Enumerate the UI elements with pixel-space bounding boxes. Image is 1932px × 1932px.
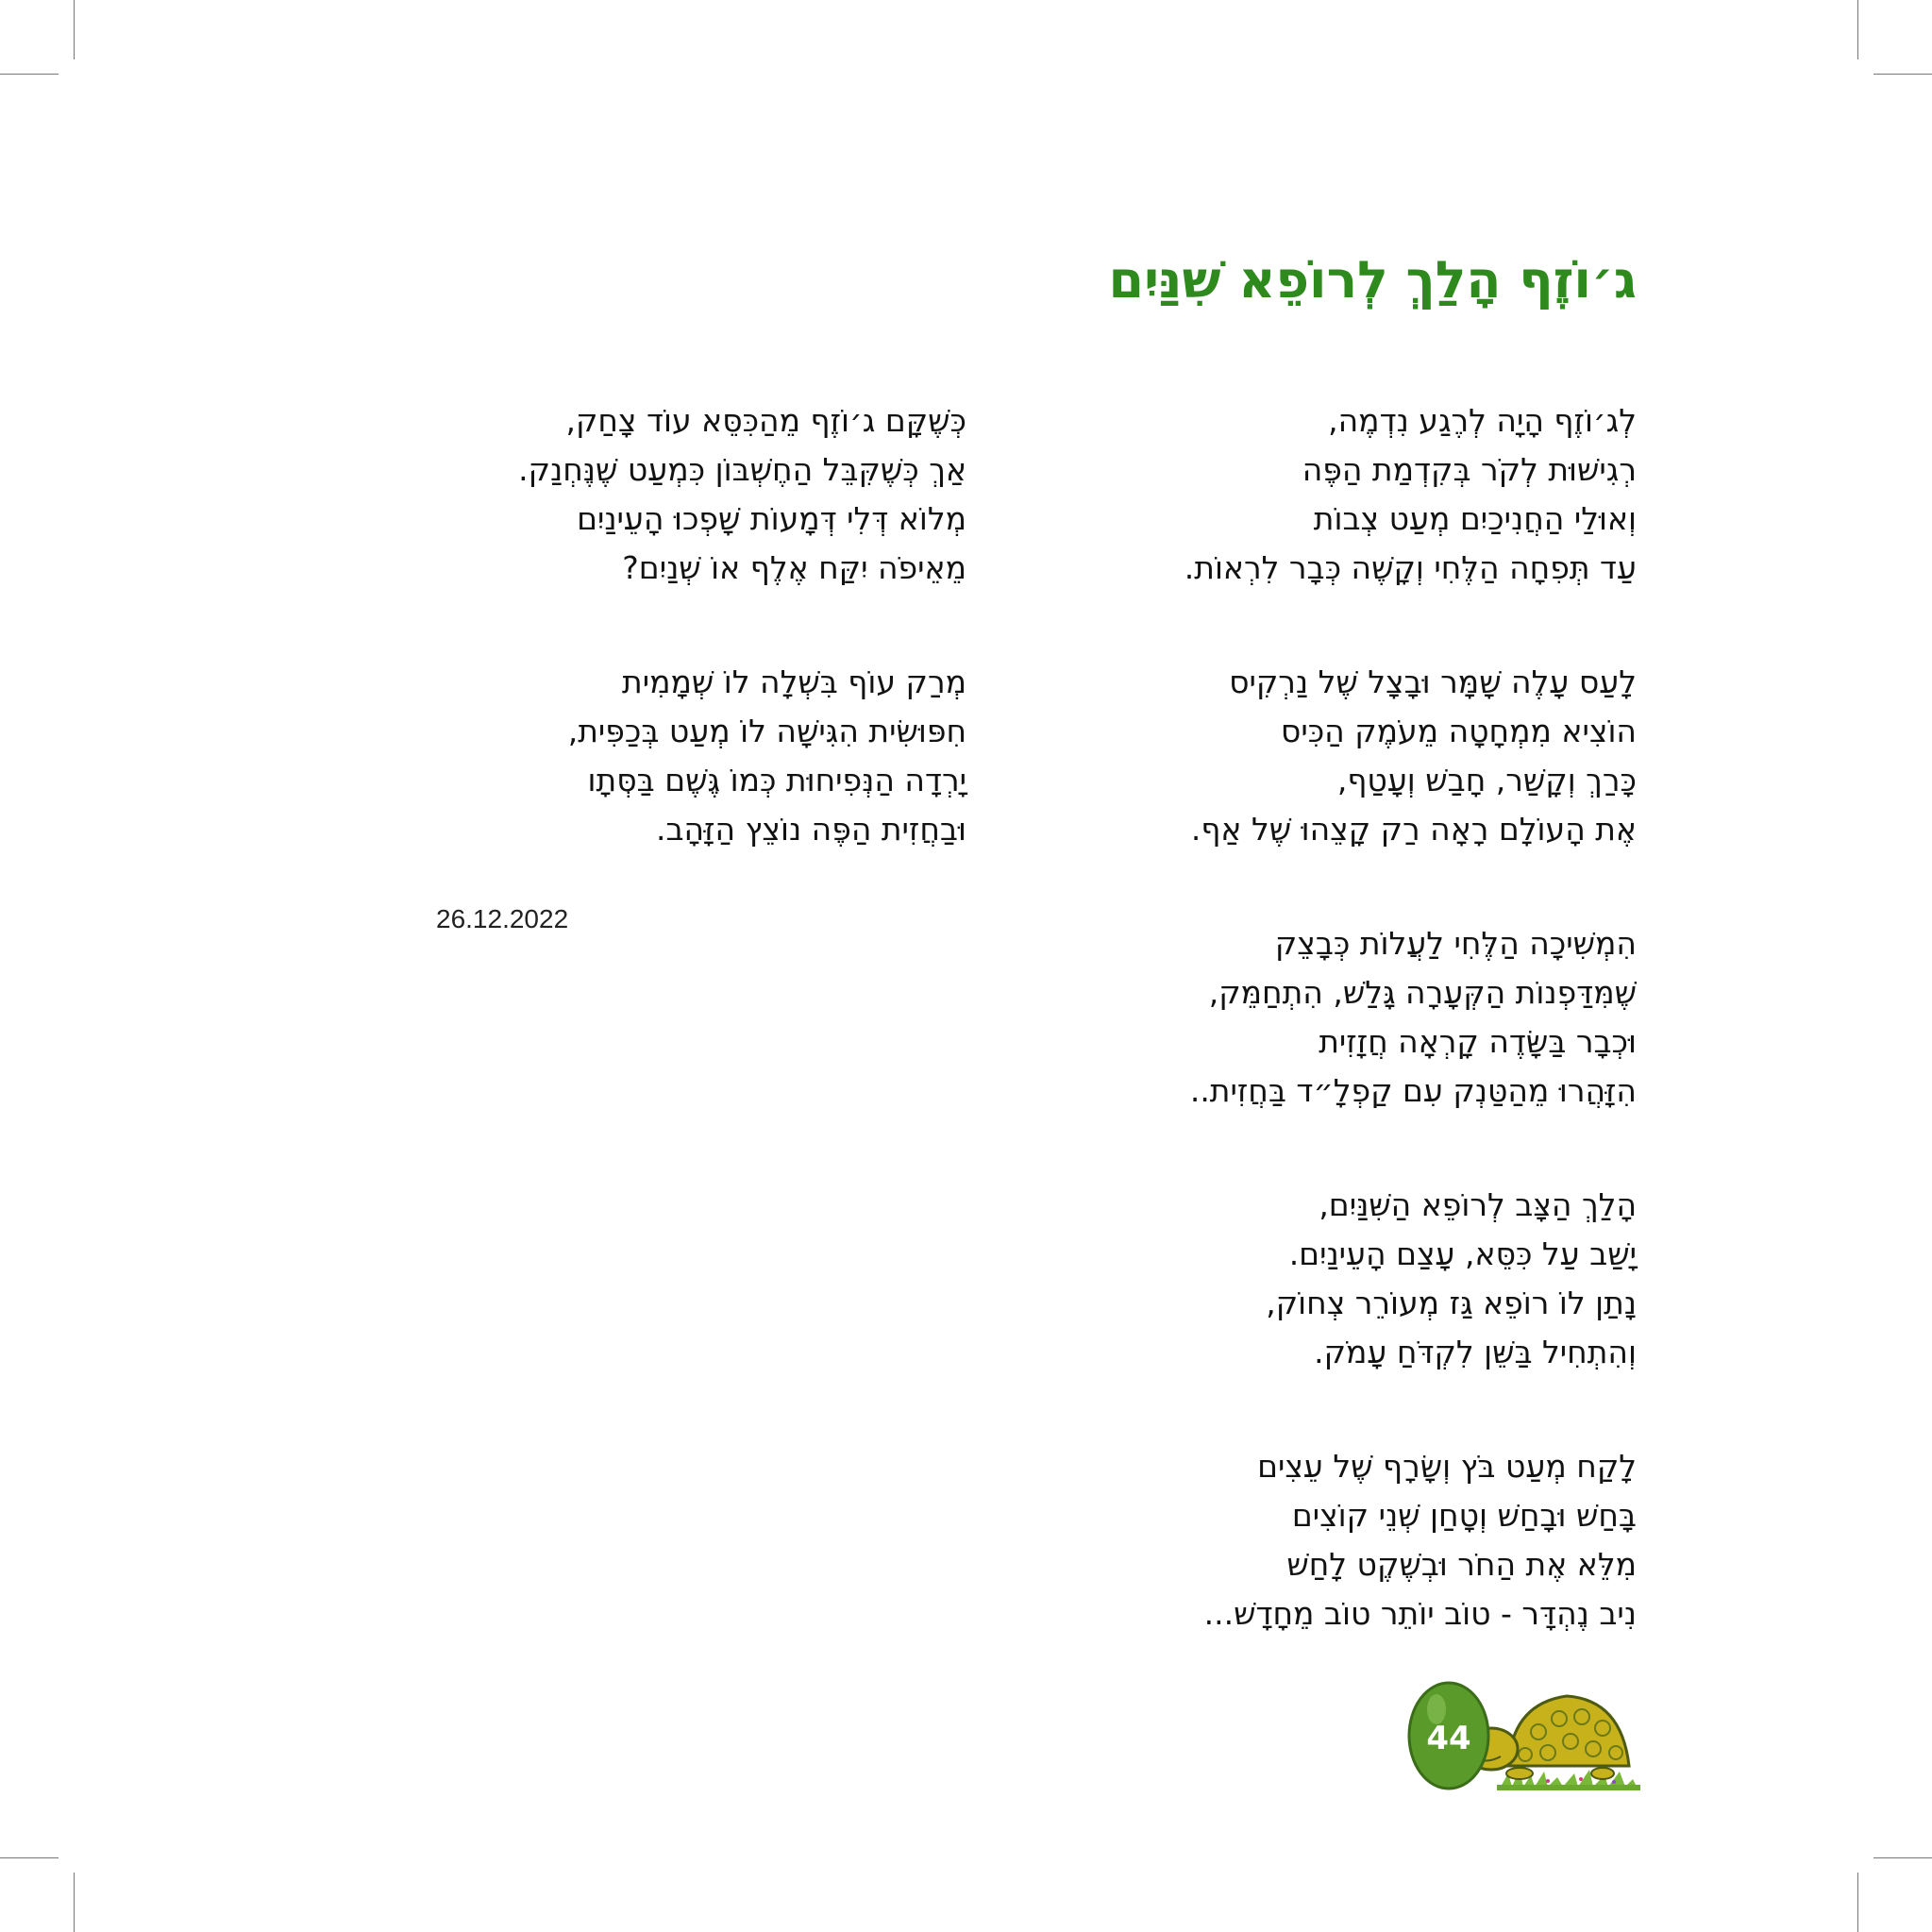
stanza (1108, 1181, 1637, 1377)
page-number: 44 (1426, 1720, 1471, 1757)
poem-column-left (438, 396, 966, 919)
poem-line: הוֹצִיא מִמְחָטָה מֵעֹמֶק הַכִּיס (1280, 713, 1637, 749)
poem-line: הִמְשִׁיכָה הַלֶּחִי לַעֲלוֹת כְּבָצֵק (1274, 925, 1637, 962)
crop-mark (1873, 74, 1932, 75)
poem-line: מְרַק עוֹף בִּשְׁלָה לוֹ שְׁמָמִית (622, 664, 966, 700)
stanza (1108, 1442, 1637, 1638)
stanza (438, 396, 966, 593)
crop-mark (1857, 1873, 1858, 1932)
poem-line: בָּחַשׁ וּבָחַשׁ וְטָחַן שְׁנֵי קוֹצִים (1291, 1497, 1637, 1534)
poem-line: רְגִישׁוּת לְקֹר בְּקִדְמַת הַפֶּה (1302, 451, 1637, 488)
poem-line: לָעַס עָלֶה שָׁמָּר וּבָצָל שֶׁל נַרְקִיס (1229, 664, 1637, 700)
poem-line: הָלַךְ הַצָּב לְרוֹפֵא הַשִּׁנַּיִם, (1319, 1186, 1637, 1223)
poem-line: אֶת הָעוֹלָם רָאָה רַק קָצֵהוּ שֶׁל אַף. (1190, 811, 1637, 848)
poem-line: מְלוֹא דְּלִי דְּמָעוֹת שָׁפְכוּ הָעֵינַיִם (577, 500, 966, 537)
poem-title: ג׳וֹזֶף הָלַךְ לְרוֹפֵא שִׁנַּיִם (1108, 250, 1637, 310)
crop-mark (1873, 1857, 1932, 1858)
stanza (1108, 919, 1637, 1116)
poem-line: וְאוּלַי הַחֲנִיכַיִם מְעַט צְבוֹת (1313, 500, 1637, 537)
crop-mark (0, 74, 59, 75)
poem-column-right (1108, 396, 1637, 1704)
poem-line: נָתַן לוֹ רוֹפֵא גַּז מְעוֹרֵר צְחוֹק, (1266, 1285, 1637, 1321)
stanza (1108, 396, 1637, 593)
poem-line: לְג׳וֹזֶף הָיָה לְרֶגַע נִדְמֶה, (1328, 402, 1637, 439)
crop-mark (0, 1857, 59, 1858)
poem-line: לָקַח מְעַט בֹּץ וְשָׂרָף שֶׁל עֵצִים (1257, 1448, 1637, 1485)
crop-mark (1857, 0, 1858, 59)
date-stamp: 26.12.2022 (436, 904, 569, 933)
poem-line: יָרְדָה הַנְּפִיחוּת כְּמוֹ גֶּשֶׁם בַּסְּתָו (587, 762, 966, 798)
poem-line: מֵאֵיפֹה יִקַּח אֶלֶף אוֹ שְׁנַיִם? (622, 549, 966, 586)
poem-line: וּכְבָר בַּשָּׂדֶה קָרְאָה חֲזָזִית (1319, 1023, 1637, 1060)
poem-line: חִפּוּשִׂית הִגִּישָׁה לוֹ מְעַט בְּכַפִּית, (567, 713, 966, 749)
poem-line: מִלֵּא אֶת הַחֹר וּבְשֶׁקֶט לָחַשׁ (1286, 1546, 1637, 1583)
crop-mark (74, 0, 75, 59)
poem-line: נִיב נֶהְדָּר - טוֹב יוֹתֵר טוֹב מֵחָדָשׁ... (1203, 1595, 1637, 1632)
poem-line: שֶׁמִּדַּפְנוֹת הַקְּעָרָה גָּלַשׁ, הִתְחַמֵּק, (1208, 974, 1637, 1011)
stanza (438, 658, 966, 854)
stanza (1108, 658, 1637, 854)
poem-line: אַךְ כְּשֶׁקִּבֵּל הַחֶשְׁבּוֹן כִּמְעַט שֶׁנֶּחְנַק. (518, 451, 966, 488)
poem-line: כָּרַךְ וְקָשַׁר, חָבַשׁ וְעָטַף, (1336, 762, 1637, 798)
poem-line: הִזָּהֲרוּ מֵהַטַּנְק עִם קַפְלָ״ד בַּחֲזִית.. (1189, 1072, 1637, 1109)
poem-line: כְּשֶׁקָּם ג׳וֹזֶף מֵהַכִּסֵּא עוֹד צָחַק, (565, 402, 966, 439)
poem-line: וּבַחֲזִית הַפֶּה נוֹצֵץ הַזָּהָב. (655, 811, 966, 848)
poem-line: וְהִתְחִיל בַּשֵּׁן לִקְדֹּחַ עָמֹק. (1314, 1334, 1637, 1370)
poem-line: עַד תְּפִחָה הַלֶּחִי וְקָשֶׁה כְּבָר לִרְאוֹת. (1184, 549, 1637, 586)
poem-line: יָשַׁב עַל כִּסֵּא, עָצַם הָעֵינַיִם. (1288, 1235, 1637, 1272)
crop-mark (74, 1873, 75, 1932)
